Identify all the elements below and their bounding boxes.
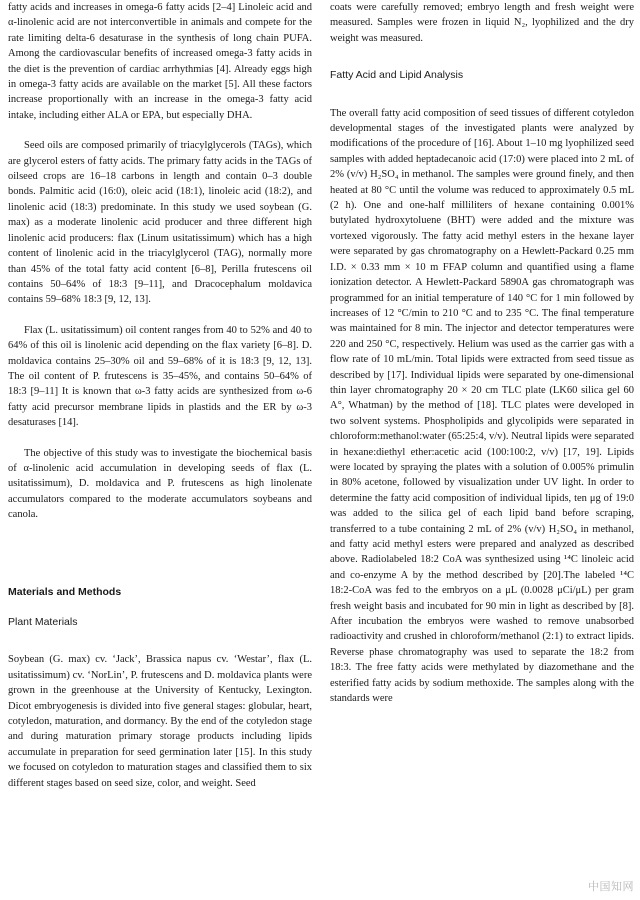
paragraph-omega-fatty-acids: fatty acids and increases in omega-6 fatty acids [2–4] Linoleic acid and α-linolenic acid are not interconvertible in animals and compete for the rate limiting delta-6 desaturase in the synthesis of long chain PUFA. Among the cardiovascular benefits of increased omega-3 fatty acids in the diet is the prevention of cardiac arrhythmias [4]. Already eggs high in omega-3 fatty acids are available on the market [5]. All these factors increase proportionally with an increase in the omega-3 fatty acid intake, including either ALA or EPA, but especially DHA. [8,2,312,121]
section-heading-materials-methods: Materials and Methods [8,585,122,598]
paragraph-fatty-acid-methods: The overall fatty acid composition of seed tissues of different cotyledon developmental stages of the investigated plants were analyzed by modifications of the procedure of [16]. About 1–10 mg lyophilized seed samples with added heptadecanoic acid (17:0) were placed into 2 mL of 2% (v/v) H₂SO₄ in methanol. The samples were ground finely, and then heated at 80 °C until the volume was reduced to approximately 0.5 mL (2 h). One and one-half milliliters of hexane containing 0.001% butylated hydroxytoluene (BHT) were added and the mixture was vortexed vigorously. The fatty acid methyl esters in the hexane layer were separated by gas chromatography on a Hewlett-Packard 0.25 mm I.D. × 0.33 mm × 10 m FFAP column and quantified using a flame ionization detector. A Hewlett-Packard 5890A gas chromatograph was programmed for an initial temperature of 140 °C for 1 min followed by increases of 12 °C/min to 210 °C and to 235 °C. The final temperature was maintained for 8 min. The injector and detector temperatures were 220 and 250 °C, respectively. Helium was used as the carrier gas with a flow rate of 10 mL/min. Total lipids were extracted from seed tissue as described by [17]. Individual lipids were separated by one-dimensional thin layer chromatography 20 × 20 cm TLC plate (LK60 silica gel 60 A°, Whatman) by the method of [18]. TLC plates were developed in two solvent systems. Phospholipids and glycolipids were separated in chloroform:methanol:water (65:25:4, v/v). Neutral lipids were separated in hexane:diethyl ether:acetic acid (100:100:2, v/v) [17, 19]. Lipids were located by spraying the plates with a solution of 0.005% primulin in 80% acetone, followed by visualization under UV light. In order to determine the fatty acid composition of individual lipids, ten μg of 19:0 was added to the silica gel of each lipid band before scraping, transferred to a tube containing 2 mL of 2% (v/v) H₂SO₄ in methanol, and fatty acid methyl esters were prepared and analyzed as described above. Radiolabeled 18:2 CoA was synthesized using ¹⁴C linoleic acid and co-enzyme A by the method described by [20].The labeled ¹⁴C 18:2-CoA was fed to the embryos on a μL (0.0028 μCi/μL) per gram fresh weight basis and incubated for 90 min in light as described by [8]. After incubation the embryos were washed to remove unabsorbed radioactivity and crushed in chloroform/methanol (2:1) to extract lipids. Reverse phase chromatography was used to separate the 18:2 from 18:3. The free fatty acids were methylated by diazomethane and the esterified fatty acids by sodium methoxide. The samples along with the standards were [330,107,634,705]
left-column [8,0,312,791]
paragraph-seed-coats: coats were carefully removed; embryo length and fresh weight were measured. Samples were frozen in liquid N₂, lyophilized and the dry weight was measured. [330,2,634,44]
right-column [330,0,634,706]
subsection-heading-plant-materials: Plant Materials [8,616,78,628]
paragraph-objective: The objective of this study was to investigate the biochemical basis of α-linolenic acid accumulation in developing seeds of flax (L. usitatissimum), D. moldavica and P. frutescens as high linolenate accumulators compared to the moderate accumulators soybeans and canola. [8,447,312,521]
subsection-heading-fatty-acid-analysis: Fatty Acid and Lipid Analysis [330,69,464,82]
paragraph-seed-oils: Seed oils are composed primarily of triacylglycerols (TAGs), which are glycerol esters of fatty acids. The primary fatty acids in the TAGs of oilseed crops are 16–18 carbons in length and contain 0–3 double bonds. Palmitic acid (16:0), oleic acid (18:1), linoleic acid (18:2), and linolenic acid (18:3) predominate. In this study we used soybean (G. max) as a moderate linolenic acid producer and three different high linolenic acid producers: flax (Linum usitatissimum) which has a high content of linolenic acid in the triacylglycerol (TAG), normally more than 45% of the total fatty acid content [6–8], Perilla frutescens oil contains 50–64% of 18:3 [9–11], and Dracocephalum moldavica contains 59–68% 18:3 [9, 12, 13]. [8,140,312,306]
paragraph-flax-oil-content: Flax (L. usitatissimum) oil content ranges from 40 to 52% and 40 to 64% of this oil is linolenic acid depending on the flax variety [6–8]. D. moldavica contains 25–30% oil and 59–68% of it is 18:3 [9, 12, 13]. The oil content of P. frutescens is 35–45%, and contains 50–64% of 18:3 [9–11] It is known that ω-3 fatty acids are synthesized from ω-6 fatty acid precursor membrane lipids in plastids and the ER by ω-3 desaturases [14]. [8,324,312,429]
watermark-logo: 中国知网 [588,880,634,893]
paragraph-plant-materials: Soybean (G. max) cv. ‘Jack’, Brassica napus cv. ‘Westar’, flax (L. usitatissimum) cv. ‘NorLin’, P. frutescens and D. moldavica plants were grown in the greenhouse at the University of Kentucky, Lexington. Dicot embryogenesis is divided into five general stages: globular, heart, cotyledon, maturation, and dormancy. By the end of the cotyledon stage and during maturation primary storage products including lipids accumulate in preparation for seed germination later [15]. In this study we focused on cotyledon to maturation stages and classified them to six different stages based on seed size, color, and weight. Seed [8,654,312,789]
